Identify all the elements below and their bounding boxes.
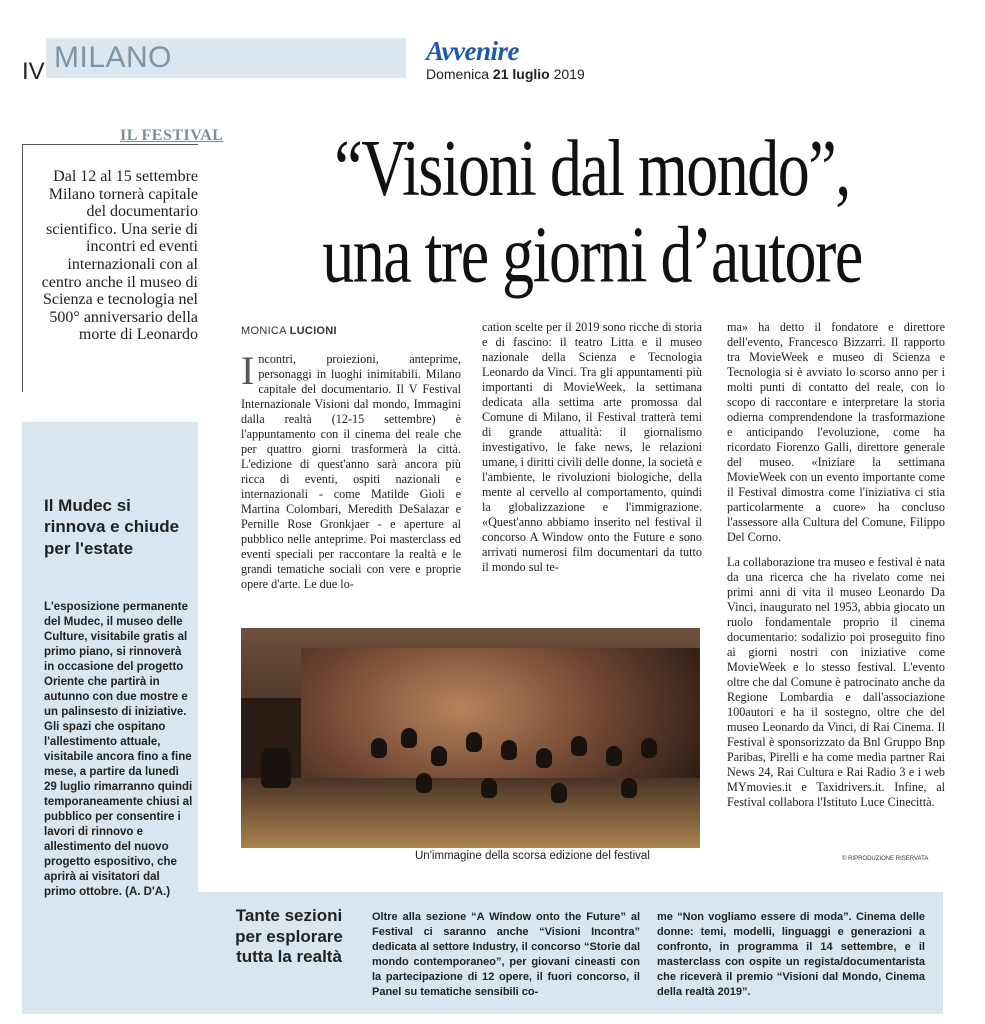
article-summary: Dal 12 al 15 settembre Milano tornerà capitale del documentario scientifico. Una serie di incontri ed eventi internazionali con al centro anche il museo di Scienza e tecnologia nel 500° anniversario della morte di Leonardo [41, 168, 198, 344]
article-column-1-text: ncontri, proiezioni, anteprime, personaggi in luoghi inimitabili. Milano capitale del documentario. Il V Festival Internazionale Visioni dal mondo, Immagini dalla realtà (12-15 settembre) è l'appuntamento con il cinema del reale che per quattro giorni trasformerà la città. L'edizione di quest'anno sarà ancora più ricca di eventi, ospiti nazionali e internazionali - come Matilde Gioli e Martina Colombari, Meredith DeSalazar e Pernille Rose Gronkjaer - e aperture al pubblico nelle anteprime. Poi masterclass ed eventi speciali per raccontare la realtà e le grandi tematiche sociali con vere e proprie opere d'arte. Le due lo- [241, 352, 461, 591]
audience-member [621, 778, 637, 798]
audience-member [371, 738, 387, 758]
article-column-3: ma» ha detto il fondatore e direttore dell'evento, Francesco Bizzarri. Il rapporto tra MovieWeek e museo di Scienza e Tecnologia si è avviato lo scorso anno per i molti punti di contatto del reale, con lo scopo di raccontare e interpretare la storia odierna comprendendone la trasformazione e anticipando l'evoluzione, come ha ricordato Fiorenzo Galli, direttore generale del museo. «Iniziare la settimana MovieWeek con un evento importante come il Festival dimostra come l'iniziativa ci stia particolarmente a cuore» ha concluso l'assessore alla Cultura del Comune, Filippo Del Corno. [727, 320, 945, 544]
headline-line-2: una tre giorni d’autore [322, 210, 862, 299]
bottom-box-title: Tante sezioni per esplorare tutta la realtà [235, 906, 343, 967]
byline-first: MONICA [241, 325, 290, 337]
issue-date-day: Domenica [426, 66, 493, 82]
copyright-notice: © RIPRODUZIONE RISERVATA [842, 856, 929, 862]
article-column-1 [241, 348, 461, 592]
article-column-2: cation scelte per il 2019 sono ricche di storia e di fascino: il teatro Litta e il museo nazionale della Scienza e Tecnologia Leonardo da Vinci. Tra gli appuntamenti più importanti di MovieWeek, la settimana dedicata alla settima arte promossa dal Comune di Milano, il Festival tratterà temi di grande attualità: il giornalismo investigativo, le fake news, le relazioni umane, i diritti civili delle donne, la società e l'ambiente, le rivoluzioni biologiche, della mente al cervello al comportamento, quindi la globalizzazione e l'immigrazione. «Quest'anno abbiamo inserito nel festival il concorso A Window onto the Future e sono arrivati numerosi film documentari da tutto il mondo sul te- [482, 320, 702, 574]
audience-member [481, 778, 497, 798]
section-title: MILANO [54, 41, 173, 74]
photo-caption: Un'immagine della scorsa edizione del festival [415, 850, 650, 862]
avvenire-logo: Avvenire [426, 36, 519, 66]
audience-member [431, 746, 447, 766]
article-column-3-continued: La collaborazione tra museo e festival è nata da una ricerca che ha rivelato come nei primi anni di vita il museo Leonardo Da Vinci, inaugurato nel 1953, abbia giocato un ruolo fondamentale proprio il cinema documentario: sodalizio poi proseguito fino ai giorni nostri con iniziative come MovieWeek e lo stesso festival. L'evento oltre che dal Comune è patrocinato anche da Regione Lombardia e dall'associazione 100autori e ha il sostegno, oltre che del museo Leonardo da Vinci, di Rai Cinema. Il Festival è sponsorizzato da Bnl Gruppo Bnp Paribas, Pirelli e ha come media partner Rai News 24, Rai Cultura e Rai Radio 3 e i web MYmovies.it e Taxidrivers.it. Infine, al Festival collabora l'Istituto Luce Cinecittà. [727, 555, 945, 809]
issue-date-bold: 21 luglio [492, 66, 550, 82]
issue-date [426, 66, 585, 82]
audience-member [641, 738, 657, 758]
audience-member [551, 783, 567, 803]
audience-member [416, 773, 432, 793]
byline-last: LUCIONI [289, 325, 337, 337]
headline-line-1: “Visioni dal mondo”, [334, 123, 850, 213]
audience-member [261, 748, 291, 788]
audience-member [466, 732, 482, 752]
sidebar-title: Il Mudec si rinnova e chiude per l'estate [44, 496, 180, 558]
audience-member [571, 736, 587, 756]
headline [232, 125, 952, 298]
festival-photo [241, 628, 700, 848]
audience-member [401, 728, 417, 748]
audience-member [536, 748, 552, 768]
audience-member [501, 740, 517, 760]
sidebar-text: L'esposizione permanente del Mudec, il museo delle Culture, visitabile gratis al primo piano, si rinnoverà in occasione del progetto Oriente che partirà in autunno con due mostre e un palinsesto di iniziative. Gli spazi che ospitano l'allestimento attuale, visitabile ancora fino a fine mese, a partire da lunedì 29 luglio rimarranno quindi temporaneamente chiusi al pubblico per consentire i lavori di rinnovo e allestimento del nuovo progetto espositivo, che aprirà ai visitatori dal primo ottobre. (A. D'A.) [44, 601, 193, 898]
page-number: IV [22, 58, 45, 85]
dropcap: I [241, 348, 255, 393]
section-header [46, 38, 406, 78]
audience-member [606, 746, 622, 766]
issue-date-year: 2019 [549, 66, 585, 82]
byline [241, 325, 337, 337]
kicker-label: IL FESTIVAL [120, 127, 224, 144]
bottom-box-column-1: Oltre alla sezione “A Window onto the Future” al Festival ci saranno anche “Visioni Incontra” dedicata al settore Industry, il concorso “Storie dal mondo contemporaneo”, per giovani cineasti con la partecipazione di 12 opere, il fuori concorso, il Panel su tematiche sensibili co- [372, 911, 640, 998]
bottom-box-column-2: me “Non vogliamo essere di moda”. Cinema delle donne: temi, modelli, linguaggi e generazioni a confronto, in programma il 14 settembre, e il masterclass con ospite un regista/documentarista che riceverà il premio “Visioni dal Mondo, Cinema della realtà 2019”. [657, 911, 925, 998]
